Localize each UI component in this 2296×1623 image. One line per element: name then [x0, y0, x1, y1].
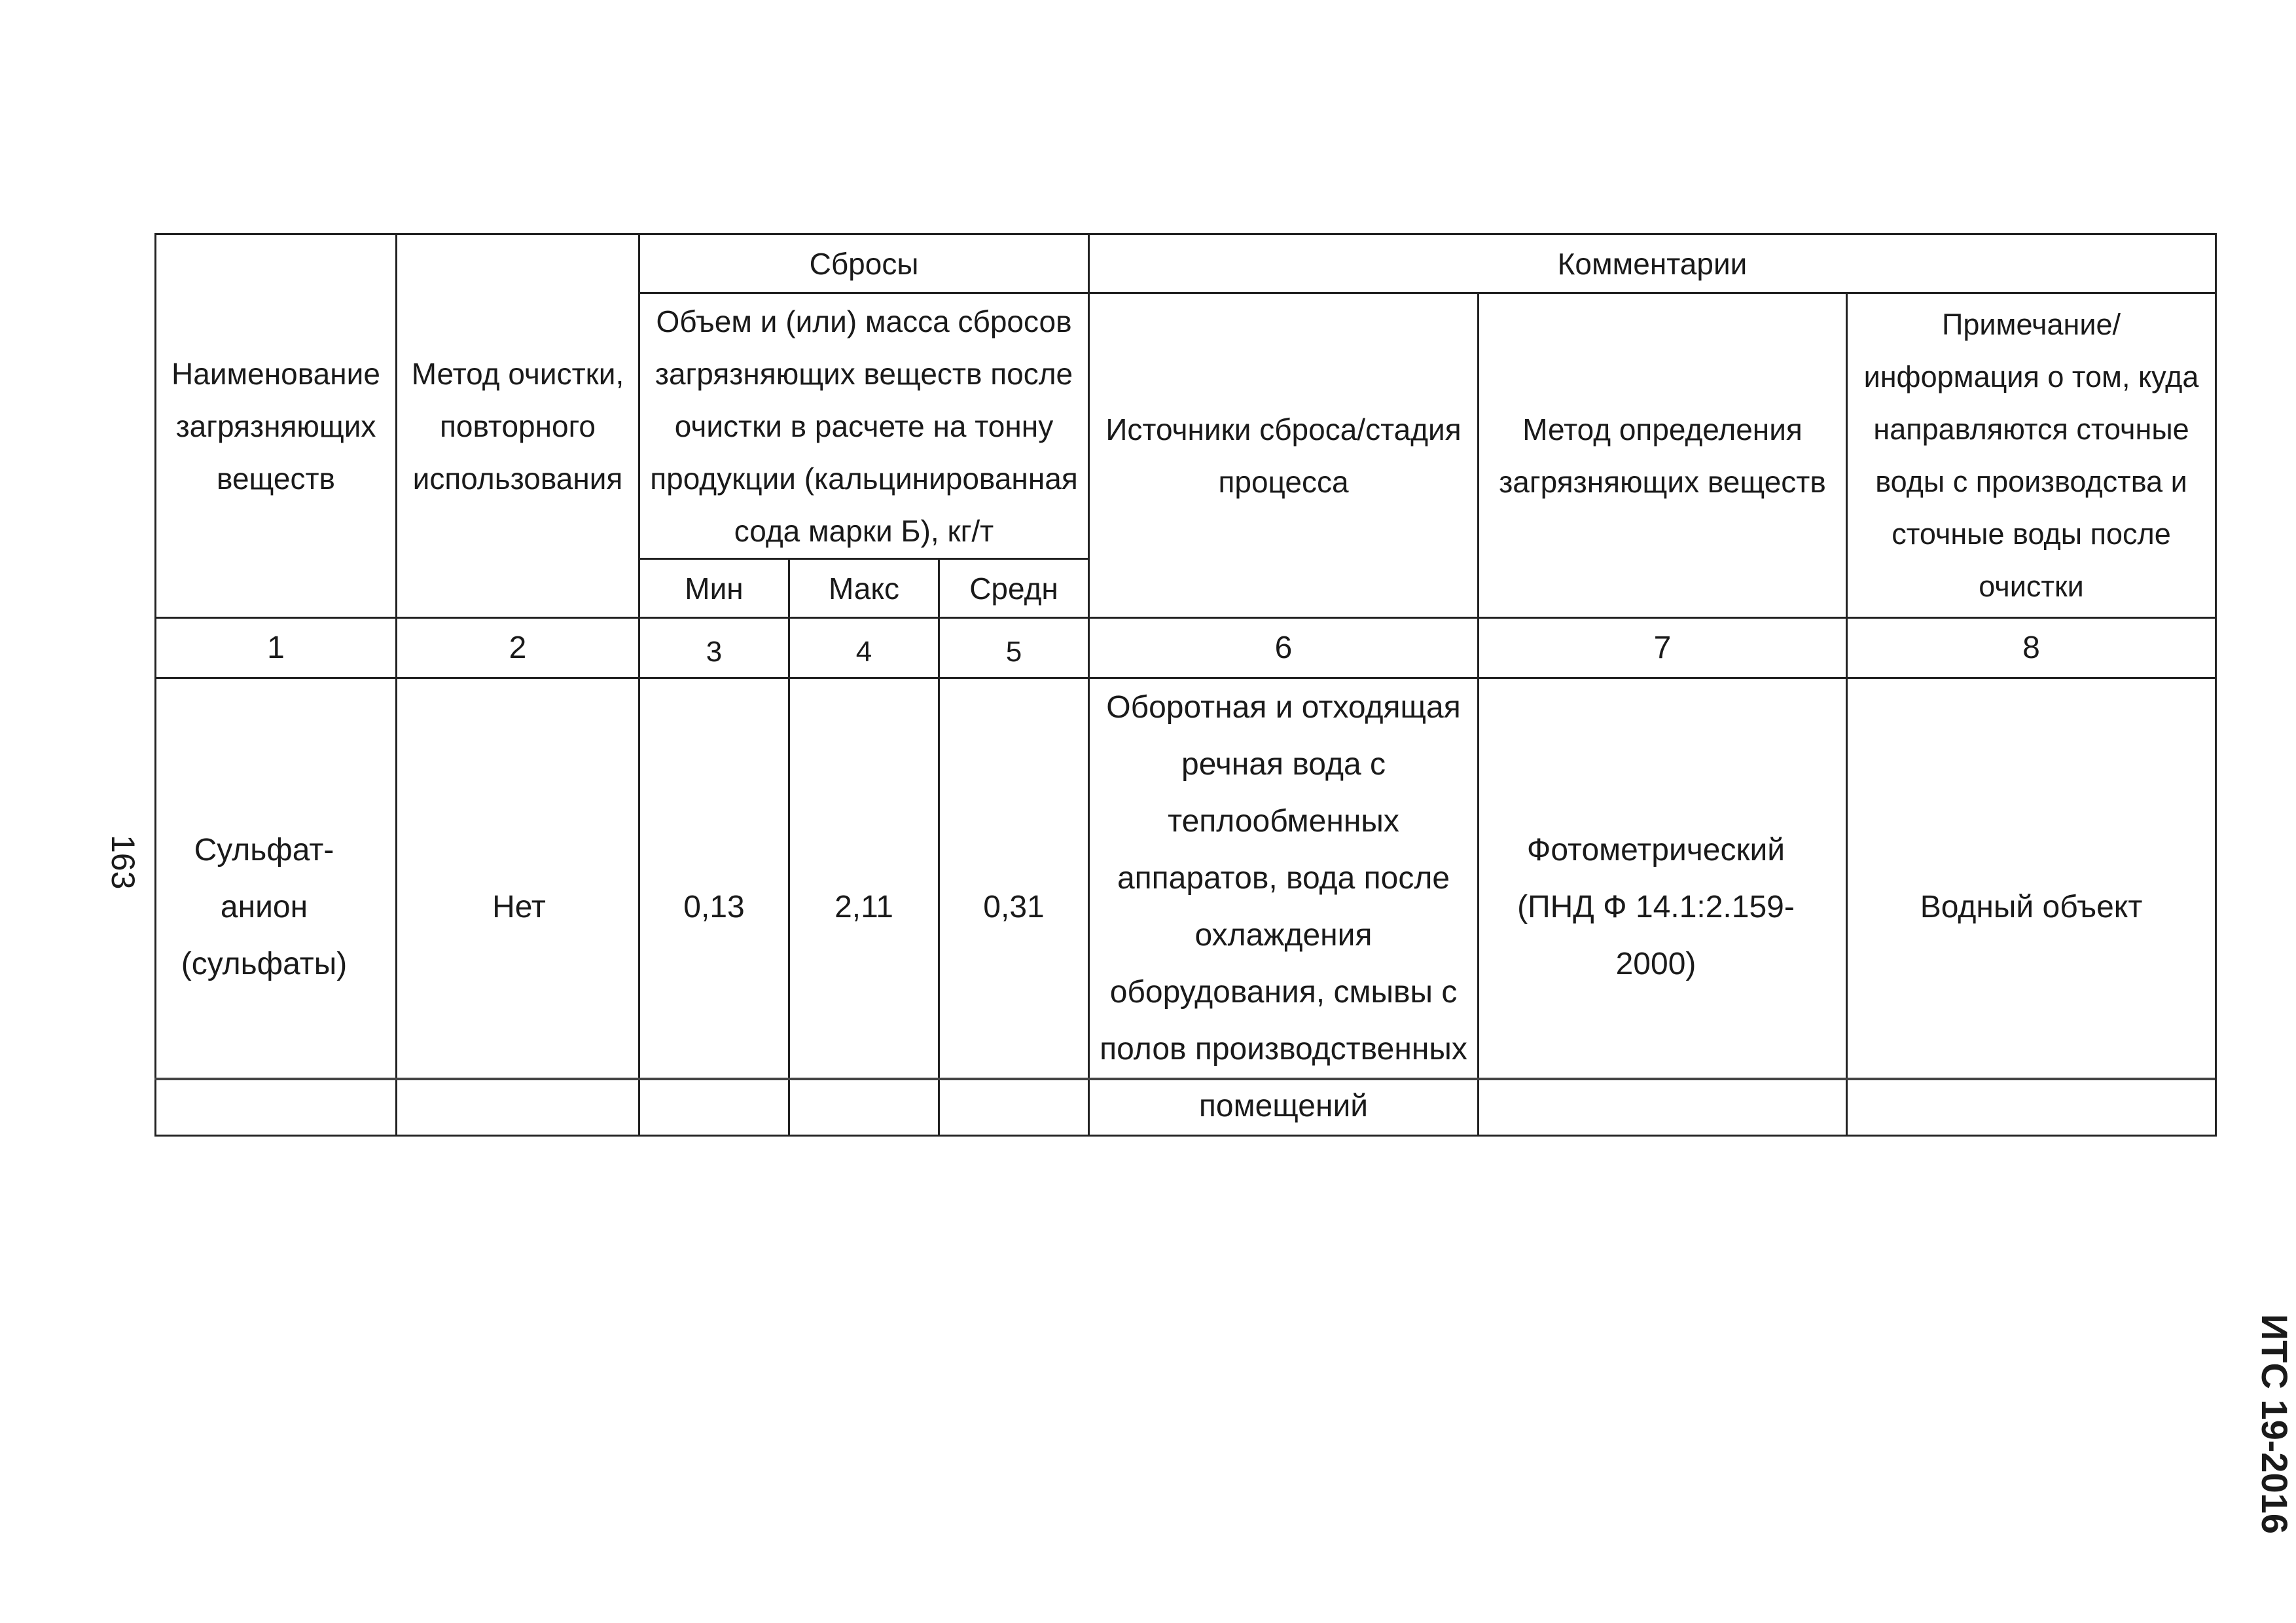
header-note: Примечание/информация о том, куда направляются сточные воды с производства и сточные воды после очистки [1847, 293, 2216, 618]
cell-note: Водный объект [1847, 678, 2216, 1136]
cell-pollutant: Сульфат-анион (сульфаты) [156, 678, 397, 1136]
header-discharges: Сбросы [639, 234, 1089, 293]
cell-determination: Фотометрический (ПНД Ф 14.1:2.159-2000) [1479, 678, 1847, 1136]
column-number: 7 [1479, 618, 1847, 678]
header-determination-method: Метод определения загрязняющих веществ [1479, 293, 1847, 618]
document-code: ИТС 19-2016 [2254, 1314, 2295, 1534]
header-avg: Средн [939, 559, 1089, 618]
header-treatment-method: Метод очистки, повторного использования [397, 234, 639, 618]
header-comments: Комментарии [1089, 234, 2216, 293]
header-sources: Источники сброса/стадия процесса [1089, 293, 1479, 618]
table-row [156, 678, 2216, 1136]
column-number: 1 [156, 618, 397, 678]
cell-max: 2,11 [789, 678, 939, 1136]
header-volume-mass: Объем и (или) масса сбросов загрязняющих веществ после очистки в расчете на тонну продукции (кальцинированная сода марки Б), кг/т [639, 293, 1089, 559]
page-number: 163 [105, 835, 141, 890]
header-max: Макс [789, 559, 939, 618]
emissions-table [154, 233, 2217, 1137]
column-number: 4 [789, 618, 939, 678]
cell-min: 0,13 [639, 678, 789, 1136]
cell-sources: Оборотная и отходящая речная вода с теплообменных аппаратов, вода после охлаждения оборудования, смывы с полов производственных помещений [1089, 678, 1479, 1136]
column-number: 5 [939, 618, 1089, 678]
column-number: 8 [1847, 618, 2216, 678]
cell-avg: 0,31 [939, 678, 1089, 1136]
column-number: 3 [639, 618, 789, 678]
column-number: 2 [397, 618, 639, 678]
table-bottom-rule [154, 1078, 2215, 1080]
header-min: Мин [639, 559, 789, 618]
cell-method: Нет [397, 678, 639, 1136]
column-number: 6 [1089, 618, 1479, 678]
header-pollutant-name: Наименование загрязняющих веществ [156, 234, 397, 618]
